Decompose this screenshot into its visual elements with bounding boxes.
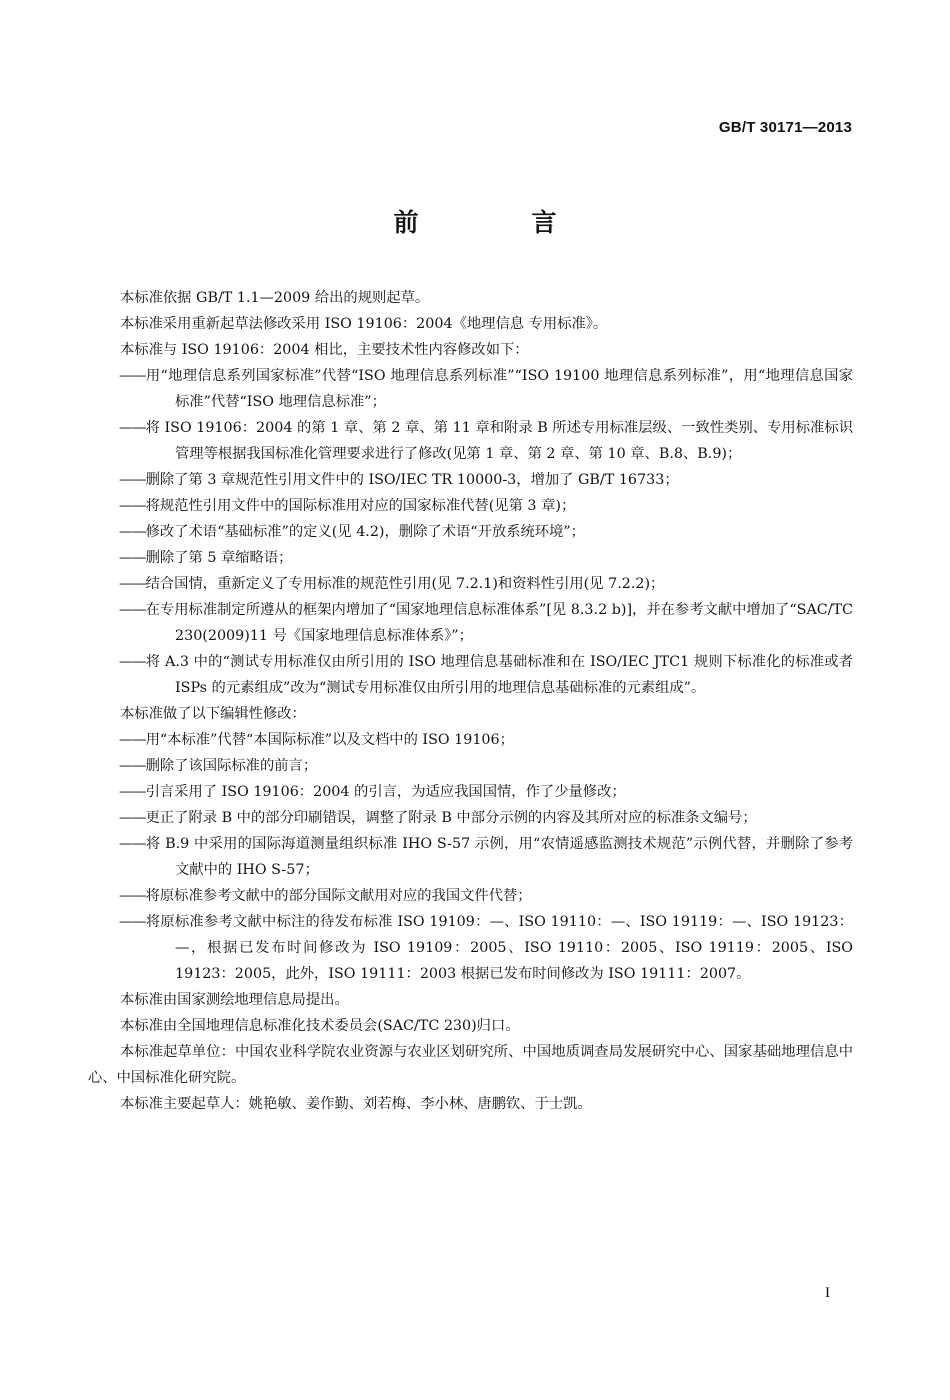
editorial-change-item: [88, 831, 853, 883]
item-text: 在专用标准制定所遵从的框架内增加了“国家地理信息标准体系”[见 8.3.2 b)]，并在参考文献中增加了“SAC/TC 230(2009)11 号《国家地理信息标准体系》”；: [145, 602, 853, 644]
dash-mark: ——: [119, 810, 146, 826]
technical-change-item: [88, 519, 853, 545]
item-text: 更正了附录 B 中的部分印刷错误，调整了附录 B 中部分示例的内容及其所对应的标准条文编号；: [145, 810, 757, 826]
technical-change-item: [88, 363, 853, 415]
technical-change-item: [88, 545, 853, 571]
intro-paragraph: 本标准与 ISO 19106：2004 相比，主要技术性内容修改如下：: [120, 342, 529, 358]
intro-paragraph: 本标准采用重新起草法修改采用 ISO 19106：2004《地理信息 专用标准》。: [120, 316, 608, 332]
editorial-change-item: [88, 883, 853, 909]
closing-paragraph: 本标准由国家测绘地理信息局提出。: [120, 992, 349, 1008]
dash-mark: ——: [119, 914, 146, 930]
item-text: 将原标准参考文献中的部分国际文献用对应的我国文件代替；: [145, 888, 532, 904]
editorial-change-item: [88, 727, 853, 753]
technical-change-item: [88, 415, 853, 467]
dash-mark: ——: [119, 758, 146, 774]
item-text: 将规范性引用文件中的国际标准用对应的国家标准代替(见第 3 章)；: [145, 498, 576, 514]
editorial-change-item: [88, 909, 853, 987]
item-text: 删除了第 3 章规范性引用文件中的 ISO/IEC TR 10000-3，增加了 GB/T 16733；: [145, 472, 679, 488]
dash-mark: ——: [119, 654, 146, 670]
closing-paragraph: 本标准由全国地理信息标准化技术委员会(SAC/TC 230)归口。: [120, 1018, 520, 1034]
dash-mark: ——: [119, 888, 146, 904]
item-text: 结合国情，重新定义了专用标准的规范性引用(见 7.2.1)和资料性引用(见 7.2.2)；: [145, 576, 665, 592]
dash-mark: ——: [119, 732, 146, 748]
item-text: 用“地理信息系列国家标准”代替“ISO 地理信息系列标准”“ISO 19100 地理信息系列标准”，用“地理信息国家标准”代替“ISO 地理信息标准”；: [145, 368, 853, 410]
document-body: [88, 285, 853, 1117]
closing-paragraph: 本标准主要起草人：姚艳敏、姜作勤、刘若梅、李小林、唐鹏钦、于士凯。: [120, 1096, 592, 1112]
closing-paragraph: 本标准起草单位：中国农业科学院农业资源与农业区划研究所、中国地质调查局发展研究中心、国家基础地理信息中心、中国标准化研究院。: [88, 1044, 853, 1086]
page-title: 前 言: [393, 208, 601, 237]
dash-mark: ——: [119, 550, 146, 566]
technical-change-item: [88, 467, 853, 493]
technical-change-item: [88, 493, 853, 519]
technical-change-item: [88, 571, 853, 597]
item-text: 将 ISO 19106：2004 的第 1 章、第 2 章、第 11 章和附录 B 所述专用标准层级、一致性类别、专用标准标识管理等根据我国标准化管理要求进行了修改(见第 1 章、第 2 章、第 10 章、B.8、B.9)；: [145, 420, 853, 462]
dash-mark: ——: [119, 836, 146, 852]
item-text: 修改了术语“基础标准”的定义(见 4.2)，删除了术语“开放系统环境”；: [145, 524, 585, 540]
standard-code: GB/T 30171—2013: [718, 119, 852, 136]
dash-mark: ——: [119, 420, 146, 436]
editorial-change-item: [88, 753, 853, 779]
editorial-intro: 本标准做了以下编辑性修改：: [120, 706, 306, 722]
dash-mark: ——: [119, 784, 146, 800]
item-text: 用“本标准”代替“本国际标准”以及文档中的 ISO 19106；: [145, 732, 514, 748]
page-number: I: [825, 1285, 830, 1301]
dash-mark: ——: [119, 576, 146, 592]
dash-mark: ——: [119, 602, 146, 618]
editorial-change-item: [88, 805, 853, 831]
dash-mark: ——: [119, 498, 146, 514]
dash-mark: ——: [119, 368, 146, 384]
item-text: 删除了该国际标准的前言；: [145, 758, 318, 774]
editorial-change-item: [88, 779, 853, 805]
intro-paragraph: 本标准依据 GB/T 1.1—2009 给出的规则起草。: [120, 290, 430, 306]
technical-change-item: [88, 597, 853, 649]
item-text: 将原标准参考文献中标注的待发布标准 ISO 19109：—、ISO 19110：—、ISO 19119：—、ISO 19123：—，根据已发布时间修改为 ISO 19109：2005、ISO 19110：2005、ISO 19119：2005、ISO 19123：2005，此外，ISO 19111：2003 根据已发布时间修改为 ISO 19111：2007。: [145, 914, 853, 982]
item-text: 删除了第 5 章缩略语；: [145, 550, 293, 566]
dash-mark: ——: [119, 524, 146, 540]
dash-mark: ——: [119, 472, 146, 488]
item-text: 将 A.3 中的“测试专用标准仅由所引用的 ISO 地理信息基础标准和在 ISO/IEC JTC1 规则下标准化的标准或者 ISPs 的元素组成”改为“测试专用标准仅由所引用的地理信息基础标准的元素组成”。: [145, 654, 853, 696]
item-text: 引言采用了 ISO 19106：2004 的引言，为适应我国国情，作了少量修改；: [145, 784, 626, 800]
technical-change-item: [88, 649, 853, 701]
item-text: 将 B.9 中采用的国际海道测量组织标准 IHO S-57 示例，用“农情遥感监测技术规范”示例代替，并删除了参考文献中的 IHO S-57；: [145, 836, 853, 878]
